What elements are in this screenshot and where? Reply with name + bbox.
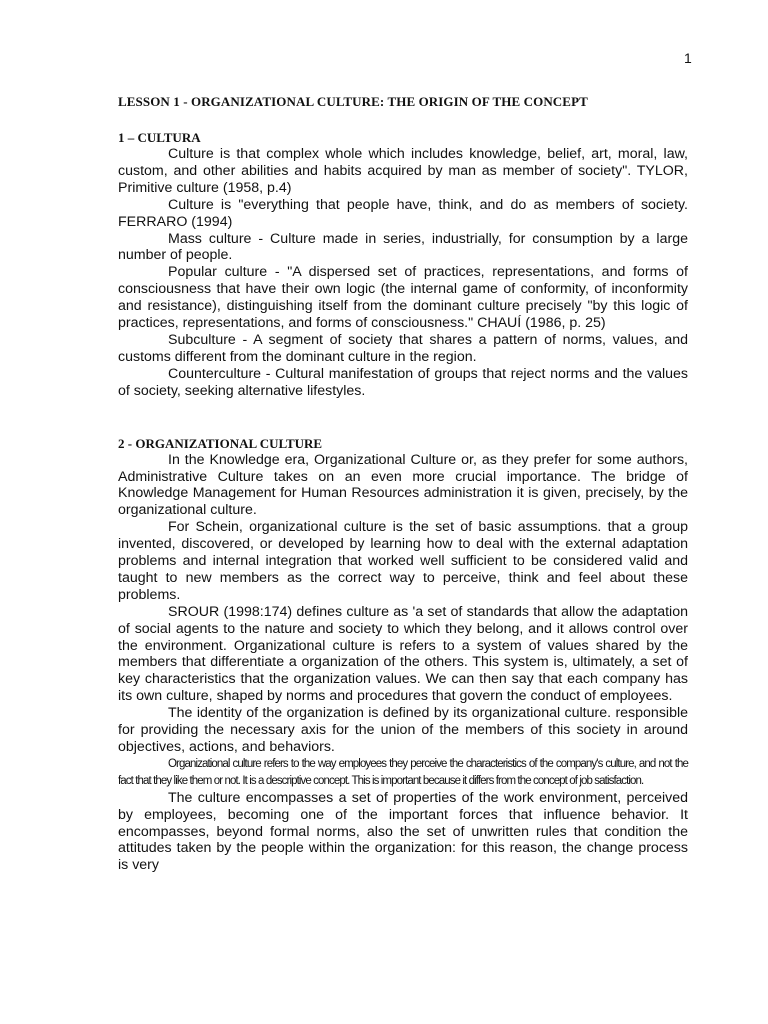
paragraph-schein: For Schein, organizational culture is the set of basic assumptions. that a group invented, discovered, or developed by learning how to deal with the external adaptation problems and internal integration that worked well sufficient to be considered valid and taught to new members as the correct way to perceive, think and feel about these problems. — [118, 519, 688, 603]
paragraph-mass-culture: Mass culture - Culture made in series, industrially, for consumption by a large number of people. — [118, 230, 688, 264]
paragraph-srour: SROUR (1998:174) defines culture as 'a set of standards that allow the adaptation of social agents to the nature and society to which they belong, and it allows control over the environment. Organizational culture is refers to a system of values shared by the members that differentiate a organization of the others. This system is, ultimately, a set of key characteristics that the organization values. We can then say that each company has its own culture, shaped by norms and procedures that govern the conduct of employees. — [118, 603, 688, 705]
paragraph-identity: The identity of the organization is defined by its organizational culture. responsible for providing the necessary axis for the union of the members of this society in around objectives, actions, and behaviors. — [118, 705, 688, 755]
paragraph-perception: Organizational culture refers to the way employees they perceive the characteristics of the company's culture, and not the fact that they like them or not. It is a descriptive concept. This is important because it differs from the concept of job satisfaction. — [118, 757, 688, 787]
paragraph-tylor: Culture is that complex whole which includes knowledge, belief, art, moral, law, custom, and other abilities and habits acquired by man as member of society". TYLOR, Primitive culture (1958, p.4) — [118, 146, 688, 196]
paragraph-ferraro: Culture is "everything that people have, think, and do as members of society. FERRARO (1994) — [118, 196, 688, 230]
paragraph-popular-culture: Popular culture - "A dispersed set of practices, representations, and forms of consciousness that have their own logic (the internal game of conformity, of inconformity and resistance), distinguishing itself from the dominant culture precisely "by this logic of practices, representations, and forms of consciousness." CHAUÍ (1986, p. 25) — [118, 264, 688, 332]
paragraph-counterculture: Counterculture - Cultural manifestation of groups that reject norms and the values of society, seeking alternative lifestyles. — [118, 365, 688, 399]
paragraph-work-environment: The culture encompasses a set of properties of the work environment, perceived by employees, becoming one of the important forces that influence behavior. It encompasses, beyond formal norms, also the set of unwritten rules that condition the attitudes taken by the people within the organization: for this reason, the change process is very — [118, 789, 688, 874]
section-heading-culture: 1 – CULTURA — [118, 130, 201, 145]
section-heading-organizational-culture: 2 - ORGANIZATIONAL CULTURE — [118, 435, 323, 451]
lesson-title: LESSON 1 - ORGANIZATIONAL CULTURE: THE ORIGIN OF THE CONCEPT — [118, 94, 588, 109]
paragraph-knowledge-era: In the Knowledge era, Organizational Culture or, as they prefer for some authors, Administrative Culture takes on an even more crucial importance. The bridge of Knowledge Management for Human Resources administration it is given, precisely, by the organizational culture. — [118, 451, 688, 519]
page-number: 1 — [684, 50, 692, 66]
document-body — [118, 94, 688, 874]
paragraph-subculture: Subculture - A segment of society that shares a pattern of norms, values, and customs different from the dominant culture in the region. — [118, 331, 688, 365]
